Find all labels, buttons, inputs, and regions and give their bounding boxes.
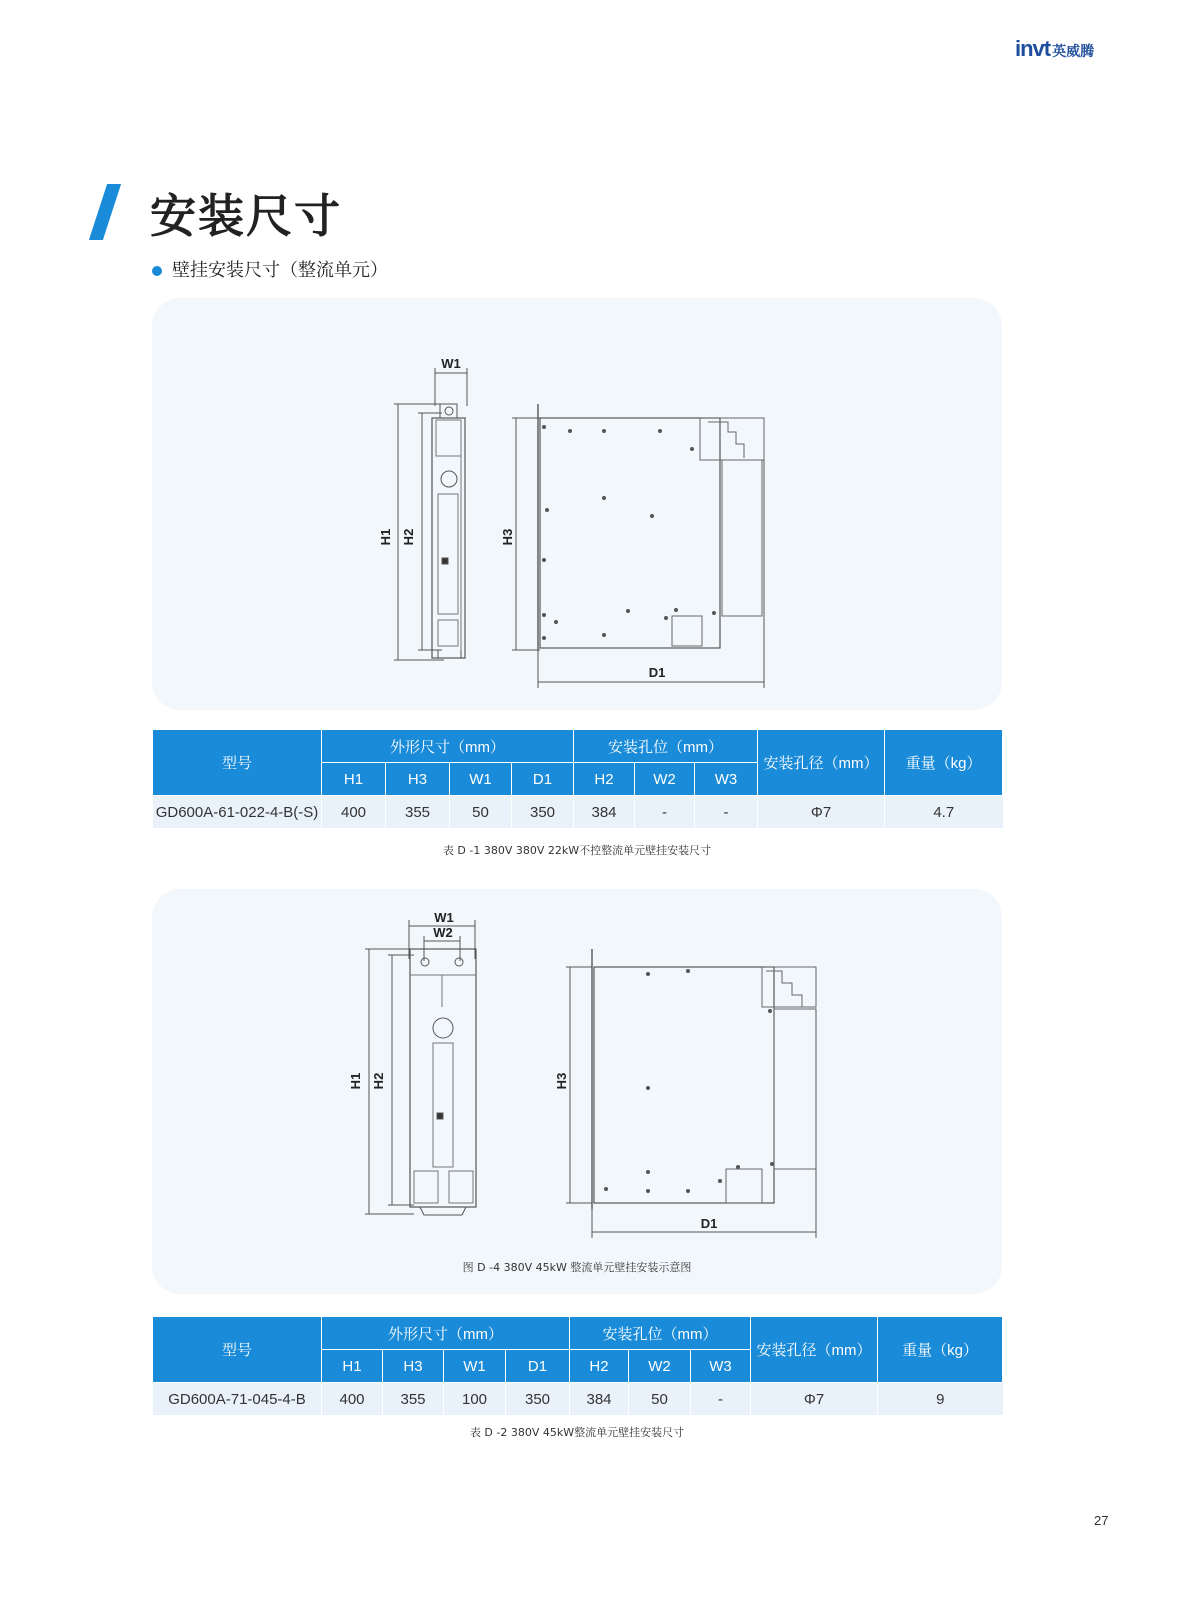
col-hole-pos-header: 安装孔位（mm） — [574, 730, 758, 763]
table-row — [153, 796, 1003, 829]
table-cell: GD600A-61-022-4-B(-S) — [153, 796, 322, 829]
col-model-header: 型号 — [153, 1317, 322, 1383]
table-cell: 4.7 — [885, 796, 1003, 829]
figure-caption-2: 图 D -4 380V 45kW 整流单元壁挂安装示意图 — [462, 1261, 692, 1274]
col-model-header: 型号 — [153, 730, 322, 796]
table-cell: 350 — [506, 1383, 570, 1416]
table-caption-2: 表 D -2 380V 45kW整流单元壁挂安装尺寸 — [469, 1426, 685, 1439]
brand-logo — [1015, 36, 1094, 62]
col-outer-header: 外形尺寸（mm） — [322, 1317, 570, 1350]
sub-header: W1 — [450, 763, 512, 796]
section-heading: 壁挂安装尺寸（整流单元） — [172, 260, 388, 281]
bullet-icon — [152, 266, 162, 276]
page-number: 27 — [1094, 1513, 1109, 1528]
sub-header: D1 — [506, 1350, 570, 1383]
table-cell: 384 — [574, 796, 635, 829]
wall-mount-diagram-45kw — [152, 889, 1002, 1294]
table-cell: 50 — [450, 796, 512, 829]
table-cell: Φ7 — [751, 1383, 878, 1416]
spec-table-1 — [152, 729, 1003, 828]
diagram-panel-2 — [152, 889, 1002, 1294]
table-cell: 400 — [322, 1383, 383, 1416]
sub-header: H3 — [386, 763, 450, 796]
sub-header: W3 — [691, 1350, 751, 1383]
sub-header: H2 — [574, 763, 635, 796]
col-hole-dia-header: 安装孔径（mm） — [758, 730, 885, 796]
col-hole-pos-header: 安装孔位（mm） — [570, 1317, 751, 1350]
logo-wordmark: invt — [1015, 36, 1051, 61]
table-cell: 350 — [512, 796, 574, 829]
col-hole-dia-header: 安装孔径（mm） — [751, 1317, 878, 1383]
table-cell: 100 — [444, 1383, 506, 1416]
table-cell: - — [695, 796, 758, 829]
table-cell: - — [635, 796, 695, 829]
wall-mount-diagram-22kw — [152, 298, 1002, 710]
table-cell: 400 — [322, 796, 386, 829]
label-h2: H2 — [371, 1072, 386, 1090]
table-cell: GD600A-71-045-4-B — [153, 1383, 322, 1416]
spec-table-2 — [152, 1316, 1003, 1415]
label-h1: H1 — [378, 528, 393, 546]
table-cell: 50 — [629, 1383, 691, 1416]
label-h1: H1 — [348, 1072, 363, 1090]
label-w2: W2 — [433, 925, 453, 940]
label-h3: H3 — [554, 1072, 569, 1090]
table-cell: 384 — [570, 1383, 629, 1416]
label-d1: D1 — [648, 665, 666, 680]
sub-header: H3 — [383, 1350, 444, 1383]
logo-chinese: 英威腾 — [1052, 44, 1095, 60]
label-h3: H3 — [500, 528, 515, 546]
title-accent-slash — [89, 184, 121, 240]
sub-header: W3 — [695, 763, 758, 796]
sub-header: W1 — [444, 1350, 506, 1383]
sub-header: D1 — [512, 763, 574, 796]
diagram-panel-1 — [152, 298, 1002, 710]
page-title: 安装尺寸 — [150, 189, 342, 243]
col-weight-header: 重量（kg） — [878, 1317, 1003, 1383]
table-cell: 9 — [878, 1383, 1003, 1416]
label-h2: H2 — [401, 528, 416, 546]
sub-header: W2 — [629, 1350, 691, 1383]
col-weight-header: 重量（kg） — [885, 730, 1003, 796]
table-cell: 355 — [386, 796, 450, 829]
sub-header: W2 — [635, 763, 695, 796]
table-caption-1: 表 D -1 380V 380V 22kW不控整流单元壁挂安装尺寸 — [442, 844, 712, 857]
table-cell: - — [691, 1383, 751, 1416]
sub-header: H1 — [322, 763, 386, 796]
table-cell: Φ7 — [758, 796, 885, 829]
col-outer-header: 外形尺寸（mm） — [322, 730, 574, 763]
table-row — [153, 1383, 1003, 1416]
sub-header: H2 — [570, 1350, 629, 1383]
label-d1: D1 — [700, 1216, 718, 1231]
sub-header: H1 — [322, 1350, 383, 1383]
label-w1: W1 — [441, 356, 461, 371]
table-cell: 355 — [383, 1383, 444, 1416]
label-w1: W1 — [434, 910, 454, 925]
